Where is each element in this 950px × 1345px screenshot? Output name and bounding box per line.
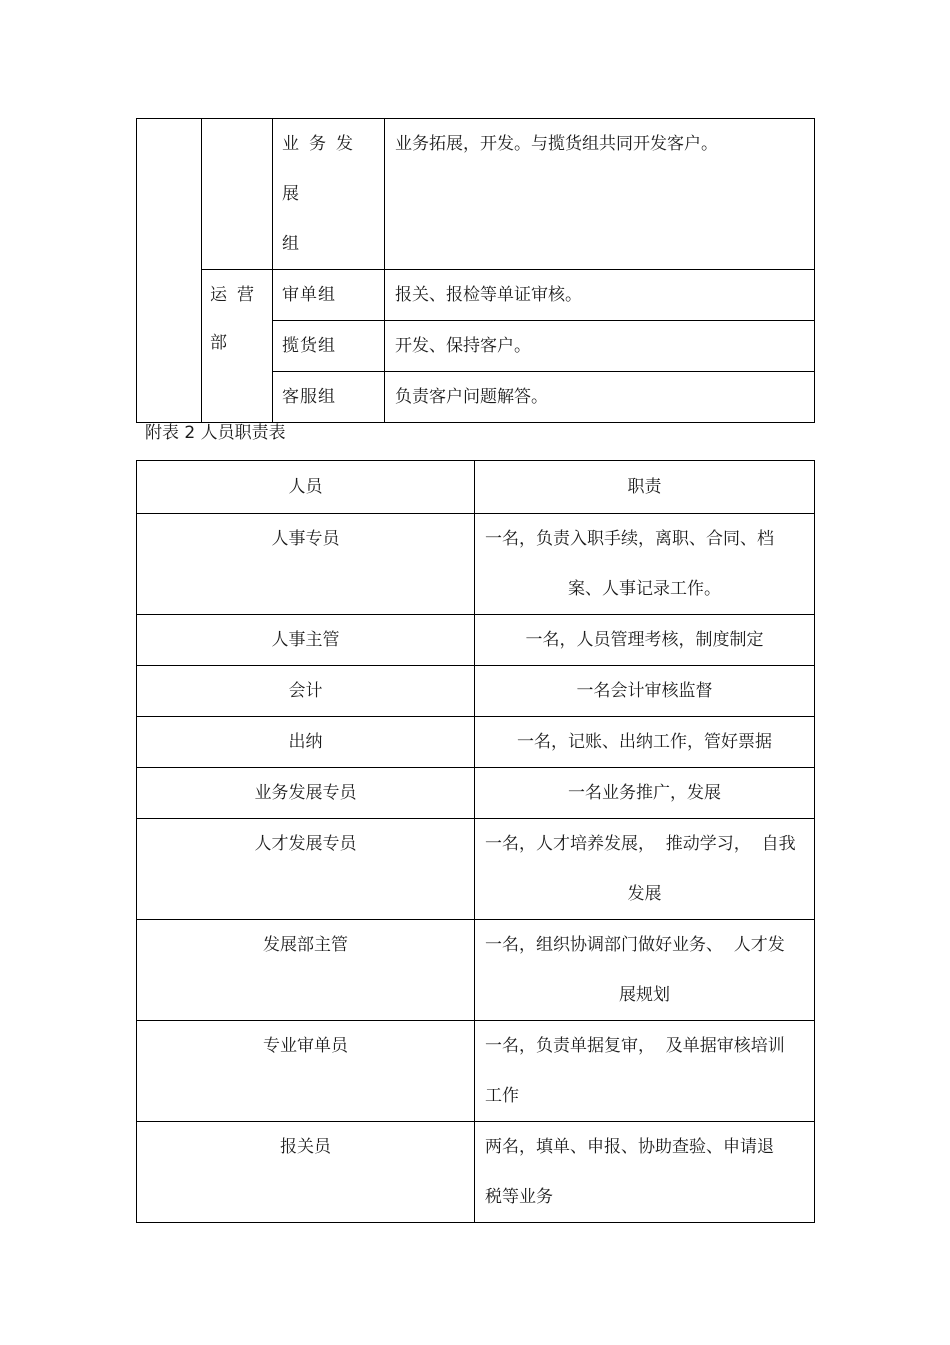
duty-cell: 一名会计审核监督 — [475, 666, 815, 717]
dept-name-operations: 运营 部 — [202, 270, 273, 423]
dept-cell-empty — [202, 119, 273, 270]
group-duty: 负责客户问题解答。 — [385, 372, 815, 423]
group-name: 客服组 — [273, 372, 385, 423]
group-duty: 报关、报检等单证审核。 — [385, 270, 815, 321]
person-cell: 发展部主管 — [137, 920, 475, 1021]
table-row — [137, 1021, 815, 1122]
duty-cell: 一名，记账、出纳工作，管好票据 — [475, 717, 815, 768]
person-cell: 业务发展专员 — [137, 768, 475, 819]
table-row — [137, 1122, 815, 1223]
duty-cell: 一名，负责单据复审， 及单据审核培训 工作 — [475, 1021, 815, 1122]
staff-duties-table — [136, 460, 815, 1223]
dept-parent-cell — [137, 119, 202, 423]
table-row — [137, 666, 815, 717]
group-duty: 业务拓展，开发。与揽货组共同开发客户。 — [385, 119, 815, 270]
table-header-row — [137, 461, 815, 514]
table-row — [137, 920, 815, 1021]
person-cell: 会计 — [137, 666, 475, 717]
group-name: 揽货组 — [273, 321, 385, 372]
table-caption: 附表 2 人员职责表 — [145, 423, 286, 443]
table-row — [137, 514, 815, 615]
duty-cell: 一名，组织协调部门做好业务、 人才发 展规划 — [475, 920, 815, 1021]
department-table — [136, 118, 815, 423]
duty-cell: 一名，人才培养发展， 推动学习， 自我 发展 — [475, 819, 815, 920]
person-cell: 专业审单员 — [137, 1021, 475, 1122]
duty-cell: 一名业务推广，发展 — [475, 768, 815, 819]
person-cell: 报关员 — [137, 1122, 475, 1223]
table-row — [137, 270, 815, 321]
table-row — [137, 717, 815, 768]
header-person: 人员 — [137, 461, 475, 514]
table-row — [137, 119, 815, 270]
header-duty: 职责 — [475, 461, 815, 514]
person-cell: 人事专员 — [137, 514, 475, 615]
person-cell: 人才发展专员 — [137, 819, 475, 920]
duty-cell: 一名，负责入职手续，离职、合同、档 案、人事记录工作。 — [475, 514, 815, 615]
person-cell: 出纳 — [137, 717, 475, 768]
table-row — [137, 615, 815, 666]
duty-cell: 一名，人员管理考核，制度制定 — [475, 615, 815, 666]
group-duty: 开发、保持客户。 — [385, 321, 815, 372]
table-row — [137, 768, 815, 819]
table-row — [137, 819, 815, 920]
person-cell: 人事主管 — [137, 615, 475, 666]
group-name: 业务发展 组 — [273, 119, 385, 270]
group-name: 审单组 — [273, 270, 385, 321]
duty-cell: 两名，填单、申报、协助查验、申请退 税等业务 — [475, 1122, 815, 1223]
